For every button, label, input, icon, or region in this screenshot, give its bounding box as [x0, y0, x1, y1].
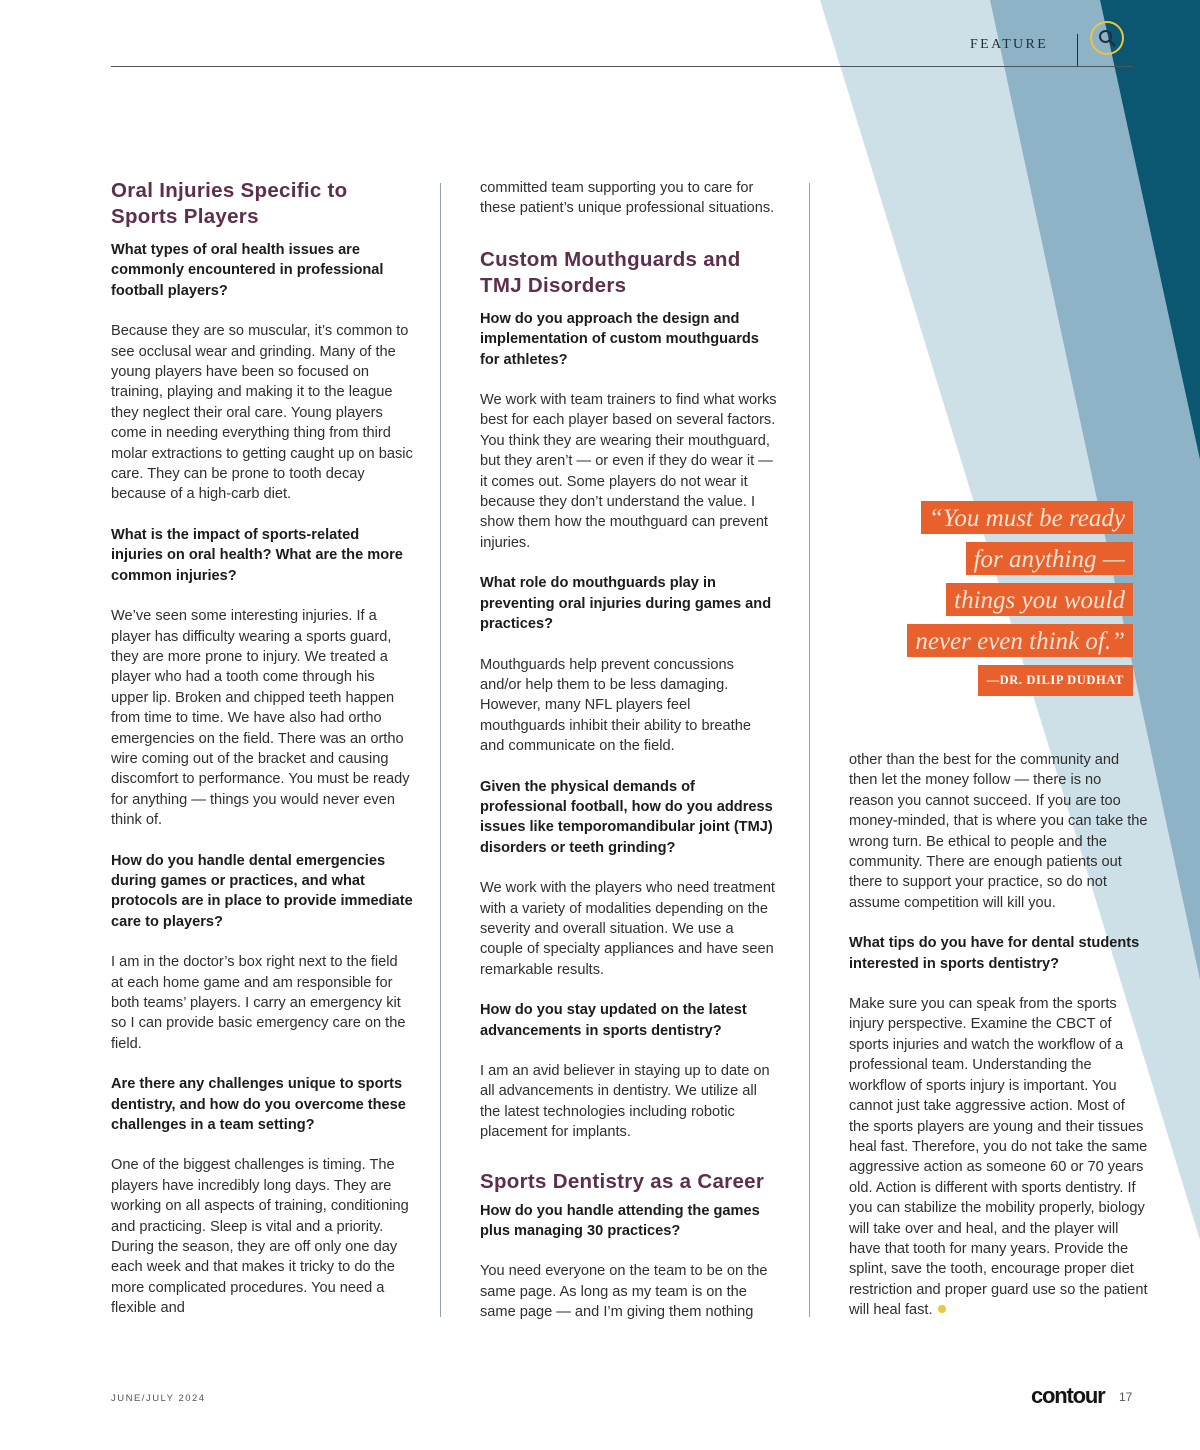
answer: We work with the players who need treatment with a variety of modalities depending on the severity and overall situation. We use a couple of specialty appliances and have seen remarkable results.: [480, 880, 775, 978]
search-icon: [1098, 29, 1116, 47]
answer-text: Make sure you can speak from the sports injury perspective. Examine the CBCT of sports injuries and watch the workflow of a professional team. Understanding the workflow of sports injury is important. You cannot just take aggressive action. Most of the sports players are young and their tissues heal fast. Therefore, you do not take the same aggressive action as someone 60 or 70 years old. Action is different with sports dentistry. If you can stabilize the mobility properly, biology will take over and heal, and the player will have that tooth for many years. Provide the splint, save the tooth, encourage proper diet restriction and proper guard use so the patient will heal fast.: [849, 996, 1148, 1319]
question: How do you stay updated on the latest advancements in sports dentistry?: [480, 1002, 747, 1039]
continued-text: other than the best for the community and then let the money follow — there is no reason you cannot succeed. If you are too money-minded, that is where you can take the wrong turn. Be ethical to people and the community. There are enough patients out there to support your practice, so do not assume competition will kill you.: [849, 752, 1148, 911]
section-heading: Custom Mouthguards and TMJ Disorders: [480, 247, 741, 297]
section-label: FEATURE: [970, 37, 1049, 52]
column-divider: [440, 183, 441, 1317]
article-column-1: [111, 178, 413, 1339]
qa-block: [480, 309, 778, 553]
search-button[interactable]: [1090, 21, 1124, 55]
pull-quote-line: for anything —: [966, 542, 1133, 575]
pull-quote-line: things you would: [946, 583, 1133, 616]
pull-quote: [813, 501, 1133, 696]
pull-quote-line: “You must be ready: [921, 501, 1133, 534]
qa-block: [111, 851, 413, 1055]
question: What tips do you have for dental students interested in sports dentistry?: [849, 935, 1140, 972]
pull-quote-line: never even think of.”: [907, 624, 1133, 657]
question: How do you approach the design and implementation of custom mouthguards for athletes?: [480, 310, 759, 368]
header-divider: [1077, 34, 1078, 66]
answer: We’ve seen some interesting injuries. If a player has difficulty wearing a sports guard, they are more prone to injury. We treated a player who had a tooth come through his upper lip. Broken and chipped teeth happen from time to time. We have also had ortho emergencies on the field. There was an ortho wire coming out of the bracket and causing discomfort to performance. You must be ready for anything — things you would never even think of.: [111, 608, 410, 829]
answer: We work with team trainers to find what works best for each player based on several factors. You think they are wearing their mouthguard, but they aren’t — or even if they do wear it — it comes out. Some players do not wear it because they don’t understand the value. I show them how the mouthguard can prevent injuries.: [480, 392, 777, 551]
qa-block: [480, 1201, 778, 1323]
answer: You need everyone on the team to be on the same page. As long as my team is on the same page — and I’m giving them nothing: [480, 1263, 768, 1321]
question: Given the physical demands of professional football, how do you address issues like temporomandibular joint (TMJ) disorders or teeth grinding?: [480, 778, 773, 856]
answer: Mouthguards help prevent concussions and/or help them to be less damaging. However, many NFL players feel mouthguards inhibit their ability to breathe and communicate on the field.: [480, 656, 751, 755]
continued-text: committed team supporting you to care for these patient’s unique professional situations.: [480, 180, 775, 217]
article-column-3: [849, 750, 1149, 1341]
article-column-2: [480, 178, 778, 1343]
answer: Because they are so muscular, it’s common to see occlusal wear and grinding. Many of the young players have been so focused on training, playing and making it to the league they neglect their oral care. Young players come in needing everything thing from third molar extractions to getting caught up on basic care. They can be prone to tooth decay because of a high-carb diet.: [111, 323, 413, 503]
question: How do you handle attending the games plus managing 30 practices?: [480, 1202, 760, 1240]
answer: I am an avid believer in staying up to date on all advancements in dentistry. We utilize all the latest technologies including robotic placement for implants.: [480, 1063, 770, 1141]
qa-block: [849, 933, 1149, 1320]
qa-block: [480, 1000, 778, 1142]
qa-block: [111, 240, 413, 505]
question: What types of oral health issues are commonly encountered in professional football players?: [111, 242, 384, 299]
question: What role do mouthguards play in preventing oral injuries during games and practices?: [480, 575, 772, 633]
pull-quote-attribution: —DR. DILIP DUDHAT: [978, 665, 1133, 696]
issue-date: JUNE/JULY 2024: [111, 1393, 206, 1404]
answer: [849, 994, 1149, 1321]
end-mark-icon: [938, 1305, 946, 1313]
qa-block: [111, 525, 413, 831]
question: Are there any challenges unique to sports dentistry, and how do you overcome these challenges in a team setting?: [111, 1076, 406, 1134]
section-heading: Oral Injuries Specific to Sports Players: [111, 179, 348, 228]
qa-block: [480, 777, 778, 981]
header-rule: [111, 66, 1133, 67]
page-number: 17: [1119, 1390, 1133, 1404]
section-heading: Sports Dentistry as a Career: [480, 1169, 765, 1193]
qa-block: [480, 573, 778, 756]
answer: One of the biggest challenges is timing. The players have incredibly long days. They are working on all aspects of training, conditioning and practicing. Sleep is vital and a priority. During the season, they are off only one day each week and that makes it tricky to do the more complicated procedures. You need a flexible and: [111, 1157, 409, 1317]
column-divider: [809, 183, 810, 1317]
question: What is the impact of sports-related injuries on oral health? What are the more common injuries?: [111, 526, 403, 584]
brand-logo: contour: [1031, 1383, 1105, 1408]
answer: I am in the doctor’s box right next to the field at each home game and am responsible for both teams’ players. I carry an emergency kit so I can provide basic emergency care on the field.: [111, 954, 406, 1052]
qa-block: [111, 1074, 413, 1318]
question: How do you handle dental emergencies during games or practices, and what protocols are in place to provide immediate care to players?: [111, 852, 413, 930]
